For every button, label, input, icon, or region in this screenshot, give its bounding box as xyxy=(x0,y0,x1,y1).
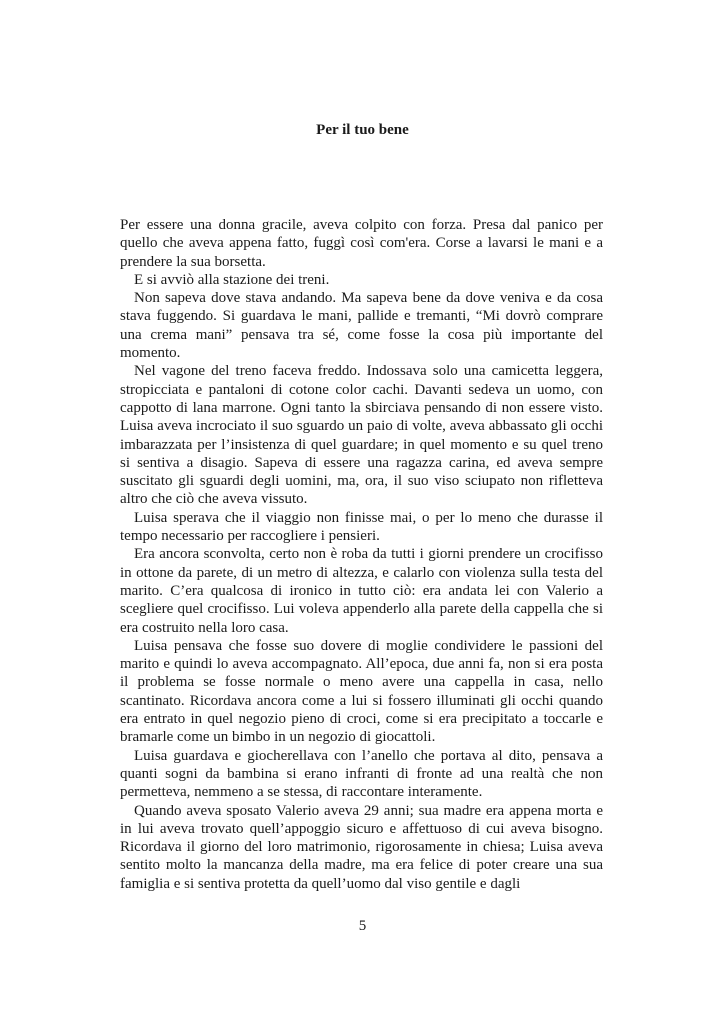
paragraph: Era ancora sconvolta, certo non è roba da tutti i giorni prendere un crocifisso in ottone da parete, di un metro di altezza, e calarlo con violenza sulla testa del marito. C’era qualcosa di ironico in tutto ciò: era andata lei con Valerio a scegliere quel crocifisso. Lui voleva appenderlo alla parete della cappella che si era costruito nella loro casa. xyxy=(120,546,603,636)
paragraph: Nel vagone del treno faceva freddo. Indossava solo una camicetta leggera, stropicciata e pantaloni di cotone color cachi. Davanti sedeva un uomo, con cappotto di lana marrone. Ogni tanto la sbirciava pensando di non essere visto. Luisa aveva incrociato il suo sguardo un paio di volte, aveva abbassato gli occhi imbarazzata per l’insistenza di quel guardare; in quel momento e su quel treno si sentiva a disagio. Sapeva di essere una ragazza carina, ed aveva sempre suscitato gli sguardi degli uomini, ma, ora, il suo viso sciupato non rifletteva altro che ciò che aveva vissuto. xyxy=(120,363,603,508)
paragraph: Luisa sperava che il viaggio non finisse mai, o per lo meno che durasse il tempo necessario per raccogliere i pensieri. xyxy=(120,509,603,545)
paragraph: Luisa pensava che fosse suo dovere di moglie condividere le passioni del marito e quindi lo aveva accompagnato. All’epoca, due anni fa, non si era posta il problema se fosse normale o meno avere una cappella in casa, nello scantinato. Ricordava ancora come a lui si fossero illuminati gli occhi quando era entrato in quel negozio pieno di croci, come si era precipitato a toccarle e bramarle come un bimbo in un negozio di giocattoli. xyxy=(120,637,603,746)
page-number: 5 xyxy=(358,918,367,934)
paragraph: Per essere una donna gracile, aveva colpito con forza. Presa dal panico per quello che aveva appena fatto, fuggì così com'era. Corse a lavarsi le mani e a prendere la sua borsetta. xyxy=(120,217,603,270)
paragraph: Luisa guardava e giocherellava con l’anello che portava al dito, pensava a quanti sogni da bambina si erano infranti di fronte ad una realtà che non permetteva, nemmeno a se stessa, di raccontare interamente. xyxy=(120,747,603,801)
body-text xyxy=(120,216,603,893)
chapter-title: Per il tuo bene xyxy=(316,122,409,138)
paragraph: Quando aveva sposato Valerio aveva 29 anni; sua madre era appena morta e in lui aveva trovato quell’appoggio sicuro e affettuoso di cui aveva bisogno. Ricordava il giorno del loro matrimonio, rigorosamente in chiesa; Luisa aveva sentito molto la mancanza della madre, ma era felice di poter creare una sua famiglia e si sentiva protetta da quell’uomo dal viso gentile e dagli xyxy=(120,802,603,892)
paragraph: E si avviò alla stazione dei treni. xyxy=(134,271,330,288)
paragraph: Non sapeva dove stava andando. Ma sapeva bene da dove veniva e da cosa stava fuggendo. Si guardava le mani, pallide e tremanti, “Mi dovrò comprare una crema mani” pensava tra sé, come fosse la cosa più importante del momento. xyxy=(120,290,603,362)
